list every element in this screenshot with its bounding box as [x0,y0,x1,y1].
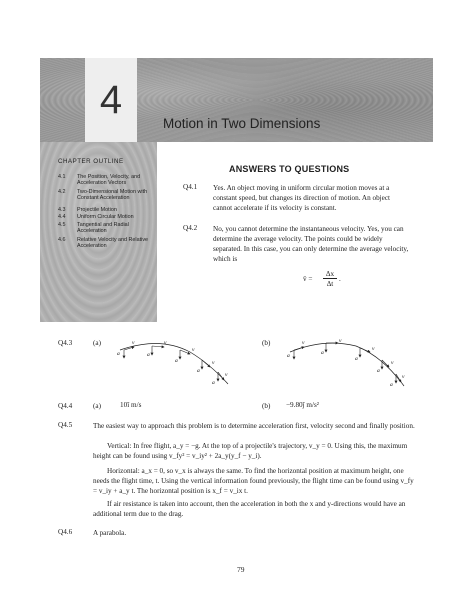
answer-text: Vertical: In free flight, a_y = −g. At the top of a projectile's trajectory, v_y = 0. Using this, the maximum height can be found using v_fy² = v_iy² + 2a_y(y_f − y_i). [93,442,408,460]
question-number: Q4.2 [183,224,198,232]
outline-heading: CHAPTER OUTLINE [58,158,124,165]
answers-heading: ANSWERS TO QUESTIONS [229,164,350,174]
question-number: Q4.4 [58,402,73,410]
part-label: (a) [93,339,101,347]
formula-lhs: v̄ = [303,275,313,283]
trajectory-diagram-a [110,338,240,388]
part-label: (b) [262,339,271,347]
answer-text: The easiest way to approach this problem is to determine acceleration first, velocity second and finally position. [93,422,415,430]
outline-item-text: The Position, Velocity, and Acceleration Vectors [77,174,141,187]
trajectory-diagram-b [284,338,414,388]
question-number: Q4.6 [58,528,73,536]
formula-denominator: Δt [326,280,334,288]
chapter-title: Motion in Two Dimensions [163,116,321,131]
outline-item-text: Uniform Circular Motion [77,214,134,220]
answer-value-b: −9.80ĵ m/s² [286,401,319,409]
acceleration-label: a [355,356,358,362]
outline-item-text: Two-Dimensional Motion with Constant Acceleration [77,189,148,202]
answer-text: A parabola. [93,529,127,537]
outline-item-text: Relative Velocity and Relative Acceleration [77,237,149,250]
formula-end: . [339,275,341,283]
acceleration-label: a [321,350,324,356]
formula-numerator: Δx [323,270,337,279]
answer-value-a: 10î m/s [120,401,142,409]
velocity-label: v [339,338,342,344]
answer-text: Horizontal: a_x = 0, so v_x is always the same. To find the horizontal position at maximum height, one needs the flight time, t. Using the vertical information found previously, the flight time can be found using v_fy = v_iy + a_y t. The horizontal position is x_f = v_ix t. [93,467,414,495]
outline-item-number: 4.1 [58,174,66,180]
part-label: (b) [262,402,271,410]
acceleration-label: a [377,368,380,374]
acceleration-label: a [212,380,215,386]
velocity-label: v [372,346,375,352]
answer-text: Yes. An object moving in uniform circular motion moves at a constant speed, but changes its direction of motion. An object cannot accelerate if its velocity is constant. [213,184,391,212]
velocity-label: v [164,340,167,346]
acceleration-label: a [175,358,178,364]
velocity-label: v [391,360,394,366]
acceleration-label: a [117,351,120,357]
outline-item-number: 4.3 [58,207,66,213]
acceleration-label: a [197,368,200,374]
acceleration-label: a [390,382,393,388]
acceleration-label: a [287,353,290,359]
velocity-label: v [402,374,405,380]
velocity-label: v [212,360,215,366]
question-number: Q4.5 [58,421,73,429]
outline-item-number: 4.5 [58,222,66,228]
velocity-label: v [302,340,305,346]
question-number: Q4.3 [58,339,73,347]
velocity-label: v [132,340,135,346]
outline-item-text: Tangential and Radial Acceleration [77,222,129,235]
part-label: (a) [93,402,101,410]
outline-item-text: Projectile Motion [77,207,117,213]
answer-text: If air resistance is taken into account, then the acceleration in both the x and y-directions would have an additional term due to the drag. [93,500,406,518]
acceleration-label: a [147,352,150,358]
question-number: Q4.1 [183,183,198,191]
outline-item-number: 4.6 [58,237,66,243]
chapter-number: 4 [85,58,137,142]
answer-text: No, you cannot determine the instantaneous velocity. Yes, you can determine the average velocity. The points could be widely separated. In this case, you can only determine the average velocity, which is [213,225,409,263]
page-number: 79 [237,565,245,574]
outline-item-number: 4.2 [58,189,66,195]
velocity-label: v [192,347,195,353]
velocity-label: v [225,372,228,378]
outline-item-number: 4.4 [58,214,66,220]
